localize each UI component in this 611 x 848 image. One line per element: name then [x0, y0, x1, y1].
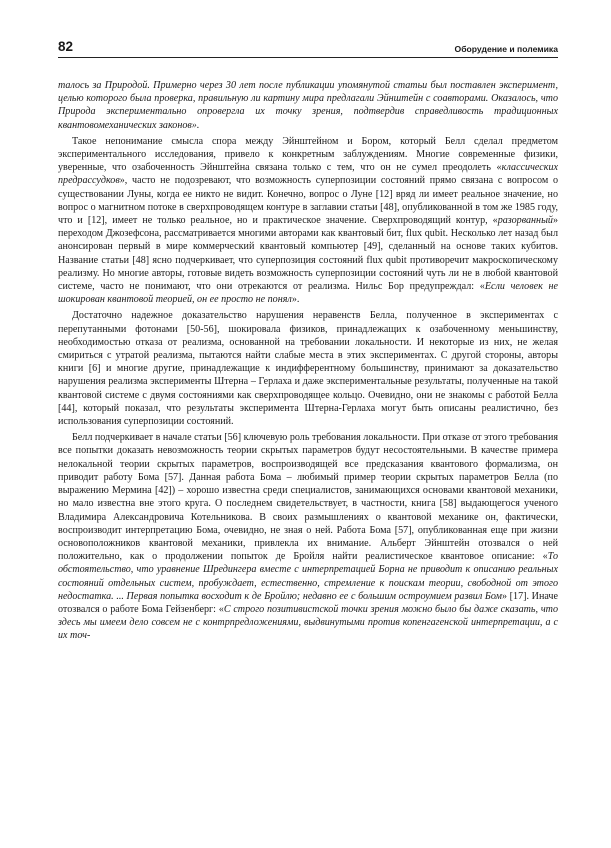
text-segment: ».: [291, 294, 300, 306]
book-page: [58, 36, 558, 836]
text-segment: », часто не подозревают, что возможность суперпозиции состояний прямо связана с вопросом о существовании Луны, когда ее никто не видит. Конечно, вопрос о Луне [12] вряд ли имеет реальное значение, но вопрос о магнитном потоке в сверхпроводящем контуре в заглавии статьи [48], опубликованной в том же 1985 году, что и [12], имеет не только реальное, но и практическое значение. Сверхпроводящий контур, «: [58, 175, 558, 227]
body-text: [58, 79, 558, 643]
paragraph: [58, 431, 558, 642]
italic-text-segment: талось за Природой. Примерно через 30 лет после публикации упомянутой статьи был поставлен эксперимент, целью которого была проверка, правильную ли картину мира предлагали Эйнштейн с соавторами. Оказалось, что Природа экспериментально опровергла их точку зрения, подтвердив справедливость традиционных квантовомеханических законов».: [58, 80, 558, 131]
italic-text-segment: разорванный: [497, 215, 553, 227]
paragraph: [58, 79, 558, 132]
text-segment: Достаточно надежное доказательство нарушения неравенств Белла, полученное в экспериментах с перепутанными фотонами [50-56], шокировала физиков, принадлежащих к озабоченному меньшинству, необходимостью отказа от реализма, основанной на требовании локальности. И некоторые из них, не желая смириться с утратой реализма, пытаются найти слабые места в этих экспериментах. С другой стороны, авторы книги [6] и многие другие, принадлежащие к индифферентному большинству, принимают за доказательство нарушения реализма эксперименты Штерна – Герлаха и даже экспериментальные результаты, полученные на такой квантовой системе с двумя состояниями как сверхпроводящее кольцо. Очевидно, они не знакомы с работой Белла [44], который показал, что результаты эксперимента Штерна-Герлаха могут быть описаны реалистично, без использования суперпозиции состояний.: [58, 310, 558, 428]
italic-text-segment: То обстоятельство, что уравнение Шредингера вместе с интерпретацией Борна не приводит к описанию реальных состояний отдельных систем, пробуждает, естественно, стремление к поискам теории, свободной от этого недостатка. ... Первая попытка восходит к де Бройлю; недавно ее с большим остроумием развил Бом: [58, 551, 558, 602]
italic-text-segment: С строго позитивистской точки зрения можно было бы даже сказать, что здесь мы имеем дело совсем не с контрпредложениями, выдвинутыми против копенгагенской интерпретации, а с их точ-: [58, 603, 558, 642]
italic-text-segment: классических предрассудков: [58, 162, 558, 187]
italic-text-segment: Если человек не шокирован квантовой теорией, он ее просто не понял: [58, 281, 558, 306]
paragraph: [58, 135, 558, 307]
page-header: [58, 36, 558, 58]
running-title: Оборудение и полемика: [454, 44, 558, 54]
text-segment: » [17]. Иначе отозвался о работе Бома Гейзенберг: «: [58, 590, 558, 615]
text-segment: Такое непонимание смысла спора между Эйнштейном и Бором, который Белл сделал предметом экспериментального исследования, привело к конкретным заблуждениям. Многие современные физики, уверенные, что озабоченность Эйнштейна связана только с тем, что он не сумел преодолеть «: [58, 135, 558, 174]
page-number: 82: [58, 39, 74, 54]
text-segment: Белл подчеркивает в начале статьи [56] ключевую роль требования локальности. При отказе от этого требования все попытки доказать невозможность теории скрытых параметров будут несостоятельными. В качестве примера нелокальной теории скрытых параметров, воспроизводящей все предсказания квантового формализма, он приводит работу Бома [57]. Данная работа Бома – любимый пример теории скрытых параметров Белла (по выражению Мермина [42]) – хорошо известна среди специалистов, занимающихся основами квантовой механики, но мало известна вне этого круга. О последнем свидетельствует, в частности, книга [58] выдающегося ученого Владимира Александровича Котельникова. В своих размышлениях о квантовой механике он, фактически, воспроизводит интерпретацию Бома, очевидно, не зная о ней. Работа Бома [57], опубликованная еще при жизни основоположников квантовой механики, привлекла их внимание. Альберт Эйнштейн отозвался о ней положительно, как о продолжении попыток де Бройля найти реалистическое квантовое описание: «: [58, 432, 558, 563]
text-segment: » переходом Джозефсона, рассматривается многими авторами как квантовый бит, flux qubit. Несколько лет назад был анонсирован первый в мире коммерческий квантовый компьютер [49], сделанный на основе таких кубитов. Название статьи [48] ясно подчеркивает, что суперпозиция состояний flux qubit противоречит макроскопическому реализму. Но многие авторы, готовые видеть возможность суперпозиции состояний чуть ли не в любой квантовой системе, часто не понимают, что они отрекаются от реализма. Нильс Бор предупреждал: «: [58, 215, 558, 293]
paragraph: [58, 309, 558, 428]
